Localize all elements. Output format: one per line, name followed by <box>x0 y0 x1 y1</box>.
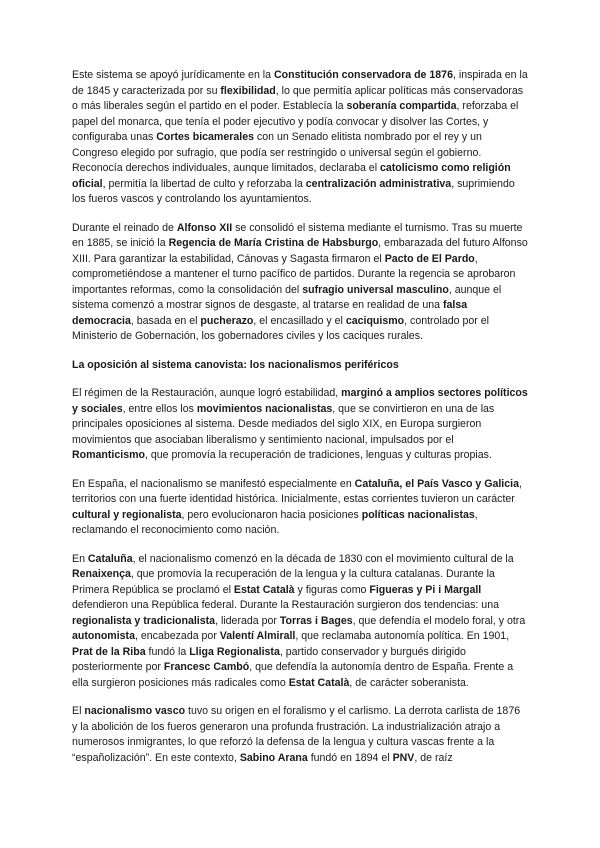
paragraph-spain-nationalism <box>72 477 528 539</box>
bold-term: catolicismo como religión oficial <box>72 162 511 190</box>
text-run: , comprometiéndose a mantener el turno pacífico de partidos. Durante la regencia se aprobaron importantes reformas, como la consolidación del <box>72 252 516 296</box>
text-run: , que promovía la recuperación de tradiciones, lenguas y culturas propias. <box>145 449 492 461</box>
text-run: El régimen de la Restauración, aunque logró estabilidad, <box>72 387 342 399</box>
text-run: , partido conservador y burgués dirigido posteriormente por <box>72 645 466 673</box>
text-run: Este sistema se apoyó jurídicamente en la <box>72 69 274 81</box>
text-run: , lo que permitía aplicar políticas más conservadoras o más liberales según el partido en el poder. Establecía la <box>72 84 524 112</box>
text-run: , que reclamaba autonomía política. En 1901, <box>295 630 510 642</box>
bold-term: Cortes bicamerales <box>156 131 254 143</box>
text-run: , basada en el <box>130 314 201 327</box>
bold-term: falsa democracia <box>72 299 468 327</box>
text-run: En España, el nacionalismo se manifestó especialmente en <box>72 477 355 490</box>
text-run: , permitía la libertad de culto y reforzaba la <box>102 177 306 190</box>
text-run: Durante el reinado de <box>72 221 177 234</box>
text-run: tuvo su origen en el foralismo y el carlismo. La derrota carlista de 1876 y la abolición de los fueros generaron una profunda frustración. La industrialización atrajo a numerosos inmigrantes, lo que reforzó la defensa de la lengua y cultura vascas frente a la “españolización”. En este contexto, <box>72 705 521 764</box>
text-run: , el encasillado y el <box>253 314 346 327</box>
paragraph-opposition <box>72 386 528 464</box>
bold-term: Renaixença <box>72 568 131 580</box>
text-run: con un Senado elitista nombrado por el rey y un Congreso elegido por sufragio, que podía ser restringido o universal según el gobierno. Reconocía derechos individuales, aunque limitados, declaraba el <box>72 131 482 174</box>
bold-term: Lliga Regionalista <box>189 645 280 658</box>
text-run: y figuras como <box>294 583 370 596</box>
bold-term: Valentí Almirall <box>219 630 296 642</box>
text-run: , reforzaba el papel del monarca, que tenía el poder ejecutivo y podía convocar y disolver las Cortes, y configuraba unas <box>72 100 519 143</box>
text-run: , de raíz <box>414 751 453 764</box>
text-run: , el nacionalismo comenzó en la década de 1830 con el movimiento cultural de la <box>132 552 514 565</box>
bold-term: políticas nacionalistas <box>361 508 475 521</box>
paragraph-alfonso-xii <box>72 221 528 345</box>
text-run: , reclamando el reconocimiento como nación. <box>72 508 478 536</box>
bold-term: Cataluña <box>87 552 133 565</box>
text-run: , aunque el sistema comenzó a mostrar signos de desgaste, al tratarse en realidad de una <box>72 283 502 311</box>
text-run: , suprimiendo los fueros vascos y controlando los ayuntamientos. <box>72 177 515 205</box>
bold-term: Sabino Arana <box>239 751 308 764</box>
bold-term: centralización administrativa <box>305 177 452 190</box>
bold-term: autonomista <box>72 630 135 642</box>
bold-term: flexibilidad <box>220 84 276 97</box>
bold-term: marginó a amplios sectores políticos y sociales <box>72 387 528 415</box>
text-run: , de carácter soberanista. <box>349 676 469 689</box>
bold-term: Constitución conservadora de 1876 <box>273 69 453 81</box>
text-run: , pero evolucionaron hacia posiciones <box>181 508 362 521</box>
bold-term: movimientos nacionalistas <box>196 402 333 415</box>
bold-term: soberanía compartida <box>346 100 457 112</box>
text-run: fundó la <box>145 645 190 658</box>
section-heading: La oposición al sistema canovista: los nacionalismos periféricos <box>72 358 399 371</box>
text-run: , embarazada del futuro Alfonso XIII. Para garantizar la estabilidad, Cánovas y Sagasta firmaron el <box>72 237 528 265</box>
bold-term: cultural y regionalista <box>72 508 182 521</box>
paragraph-vasco <box>72 704 528 766</box>
paragraph-constitution <box>72 68 528 208</box>
text-run: , encabezada por <box>134 630 220 642</box>
text-run: , entre ellos los <box>122 402 197 415</box>
paragraph-cataluna <box>72 552 528 692</box>
text-run: defendieron una República federal. Durante la Restauración surgieron dos tendencias: una <box>72 599 499 611</box>
bold-term: Estat Català <box>288 676 350 689</box>
text-run: , que se convirtieron en una de las principales oposiciones al sistema. Desde mediados del siglo XIX, en Europa surgieron movimientos que asociaban liberalismo y sentimiento nacional, impulsados por el <box>72 402 495 446</box>
text-run: , que defendía la autonomía dentro de España. Frente a ella surgieron posiciones más radicales como <box>72 661 514 689</box>
bold-term: PNV <box>392 751 415 764</box>
bold-term: Torras i Bages <box>279 614 353 627</box>
bold-term: Prat de la Riba <box>72 645 146 658</box>
text-run: , que promovía la recuperación de la lengua y la cultura catalanas. Durante la Primera República se proclamó el <box>72 568 495 596</box>
bold-term: pucherazo <box>200 314 254 327</box>
bold-term: Francesc Cambó <box>163 661 250 673</box>
bold-term: sufragio universal masculino <box>302 283 449 296</box>
text-run: , inspirada en la de 1845 y caracterizada por su <box>72 69 528 97</box>
text-run: En <box>72 552 88 565</box>
bold-term: Pacto de El Pardo <box>384 252 475 265</box>
bold-term: nacionalismo vasco <box>84 705 186 717</box>
bold-term: Figueras y Pi i Margall <box>369 583 482 596</box>
text-run: , territorios con una fuerte identidad histórica. Inicialmente, estas corrientes tuvieron un carácter <box>72 477 522 505</box>
text-run: , controlado por el Ministerio de Gobernación, los gobernadores civiles y los caciques rurales. <box>72 314 489 342</box>
text-run: se consolidó el sistema mediante el turnismo. Tras su muerte en 1885, se inició la <box>72 221 523 249</box>
bold-term: Regencia de María Cristina de Habsburgo <box>168 237 379 249</box>
text-run: , que defendía el modelo foral, y otra <box>352 614 526 627</box>
text-run: , liderada por <box>215 614 280 627</box>
bold-term: Alfonso XII <box>176 221 233 234</box>
text-run: fundó en 1894 el <box>307 751 393 764</box>
bold-term: regionalista y tradicionalista <box>72 614 216 627</box>
bold-term: caciquismo <box>345 314 405 327</box>
bold-term: Estat Català <box>233 583 295 596</box>
bold-term: Romanticismo <box>72 449 145 461</box>
text-run: El <box>72 705 85 717</box>
bold-term: Cataluña, el País Vasco y Galicia <box>354 477 519 490</box>
